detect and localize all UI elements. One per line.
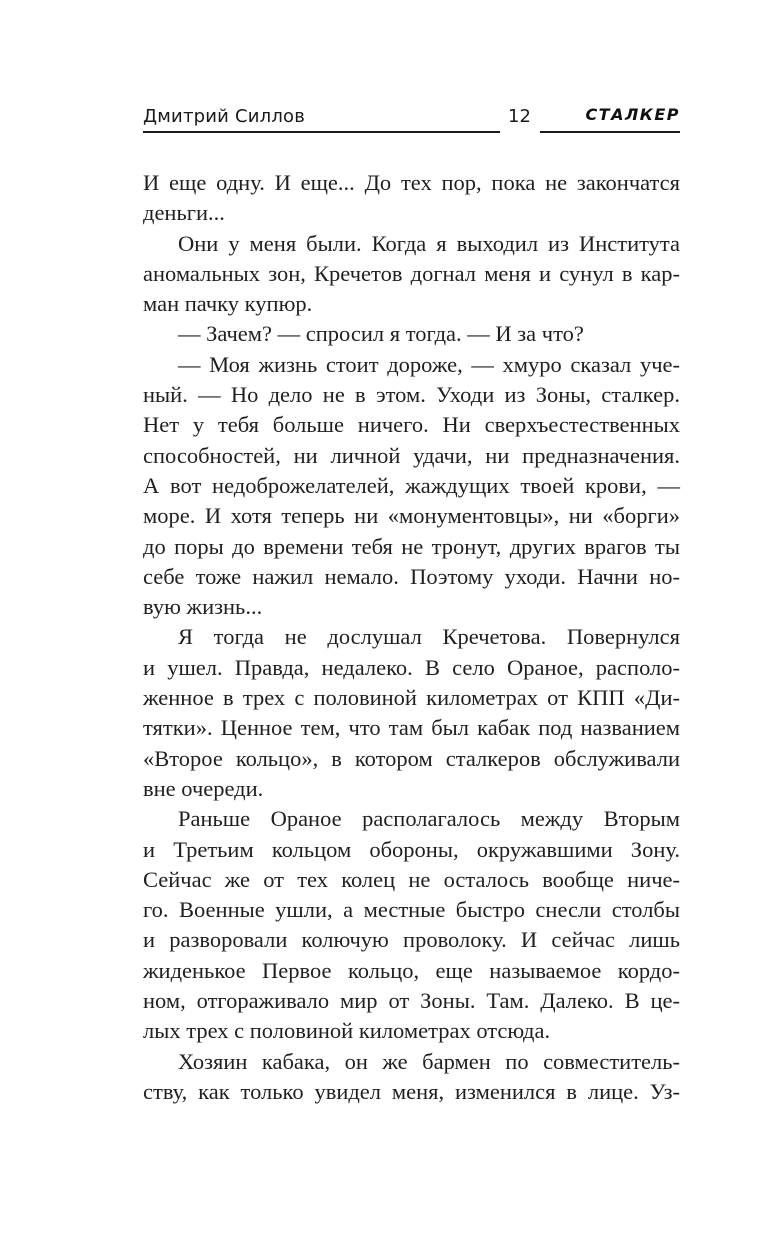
text-line: лых трех с половиной километрах отсюда. [143,1018,551,1044]
header-rule-left [143,131,500,133]
text-line: способностей, ни личной удачи, ни предназначения. [143,442,680,468]
text-line: И еще одну. И еще... До тех пор, пока не закончатся [143,170,680,195]
text-line: Хозяин кабака, он же бармен по совместитель- [178,1048,680,1074]
text-line: аномальных зон, Кречетов догнал меня и сунул в кар- [143,260,680,286]
text-line: ном, отгораживало мир от Зоны. Там. Далеко. В це- [143,988,680,1014]
text-line: Нет у тебя больше ничего. Ни сверхъестественных [143,412,680,438]
text-line: тятки». Ценное тем, что там был кабак под названием [143,715,680,741]
text-line: море. И хотя теперь ни «монументовцы», ни «борги» [143,503,680,529]
text-line: Я тогда не дослушал Кречетова. Повернулся [178,624,680,650]
text-line: А вот недоброжелателей, жаждущих твоей крови, — [143,472,680,498]
header-rule-right [540,131,680,133]
text-line: и Третьим кольцом обороны, окружавшими Зону. [143,836,680,862]
text-line: вую жизнь... [143,594,263,620]
text-line: деньги... [143,200,225,226]
text-line: и разворовали колючую проволоку. И сейчас лишь [143,927,680,953]
text-line: и ушел. Правда, недалеко. В село Ораное, располо- [143,654,680,680]
running-header-series-title: СТАЛКЕР [585,105,680,124]
text-line: — Зачем? — спросил я тогда. — И за что? [178,321,584,347]
text-line: «Второе кольцо», в котором сталкеров обслуживали [143,745,680,771]
text-line: Раньше Ораное располагалось между Вторым [178,806,680,832]
text-line: ман пачку купюр. [143,291,313,317]
text-line: ный. — Но дело не в этом. Уходи из Зоны, сталкер. [143,382,680,408]
text-line: ству, как только увидел меня, изменился в лице. Уз- [143,1078,680,1104]
text-line: вне очереди. [143,775,264,801]
page-number: 12 [508,106,531,127]
text-line: себе тоже нажил немало. Поэтому уходи. Начни но- [143,563,680,589]
text-line: жиденькое Первое кольцо, еще называемое кордо- [143,957,680,983]
text-line: до поры до времени тебя не тронут, других врагов ты [143,533,680,559]
running-header-author: Дмитрий Силлов [143,106,306,127]
text-line: Сейчас же от тех колец не осталось вообще ниче- [143,866,680,892]
body-text [143,168,680,1107]
text-line: Они у меня были. Когда я выходил из Института [178,230,680,256]
text-line: женное в трех с половиной километрах от КПП «Ди- [143,685,680,711]
text-line: го. Военные ушли, а местные быстро снесли столбы [143,897,680,923]
text-line: — Моя жизнь стоит дороже, — хмуро сказал уче- [178,351,680,377]
